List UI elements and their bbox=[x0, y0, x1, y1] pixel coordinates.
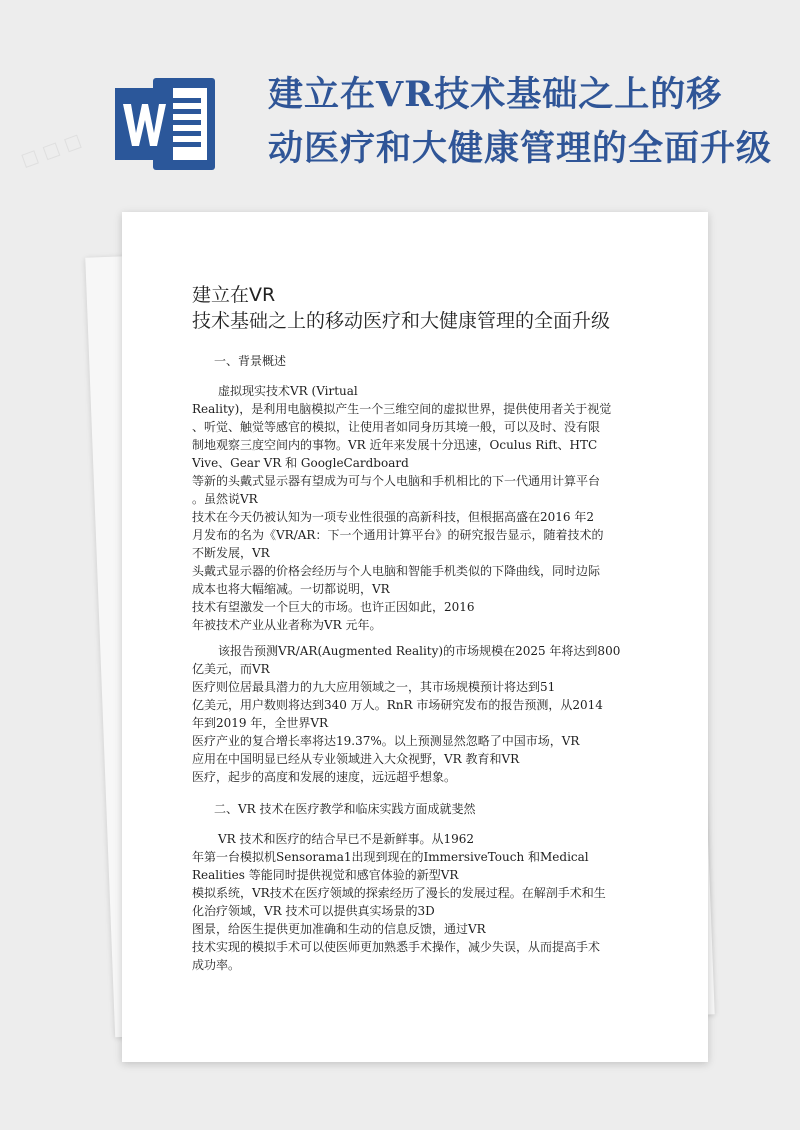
header-title-line: 建立在VR技术基础之上的移 bbox=[268, 74, 723, 115]
paragraph-line: Realities 等能同时提供视觉和感官体验的新型VR bbox=[192, 868, 459, 882]
paragraph-line: 年被技术产业从业者称为VR 元年。 bbox=[192, 618, 382, 632]
header-title-line: 动医疗和大健康管理的全面升级 bbox=[268, 128, 773, 169]
paragraph-line: 医疗产业的复合增长率将达19.37%。以上预测显然忽略了中国市场，VR bbox=[192, 734, 580, 748]
paragraph-line: Reality)，是利用电脑模拟产生一个三维空间的虚拟世界，提供使用者关于视觉 bbox=[192, 402, 612, 416]
paragraph-line: 成本也将大幅缩减。一切都说明，VR bbox=[192, 582, 390, 596]
section-heading: 一、背景概述 bbox=[214, 354, 287, 368]
document-title-line: 技术基础之上的移动医疗和大健康管理的全面升级 bbox=[192, 310, 611, 332]
paragraph-line: 技术有望激发一个巨大的市场。也许正因如此，2016 bbox=[192, 600, 475, 614]
paragraph-line: 年到2019 年，全世界VR bbox=[192, 716, 329, 730]
paragraph-line: 化治疗领域，VR 技术可以提供真实场景的3D bbox=[192, 904, 435, 918]
paragraph-line: 。虽然说VR bbox=[192, 492, 258, 506]
paragraph bbox=[192, 830, 692, 974]
document-body bbox=[192, 352, 692, 988]
paragraph-line: 技术实现的模拟手术可以使医师更加熟悉手术操作，减少失误，从而提高手术 bbox=[192, 940, 601, 954]
paragraph-line: 头戴式显示器的价格会经历与个人电脑和智能手机类似的下降曲线，同时边际 bbox=[192, 564, 601, 578]
paragraph-line: 亿美元，而VR bbox=[192, 662, 270, 676]
paragraph-line: 技术在今天仍被认知为一项专业性很强的高新科技，但根据高盛在2016 年2 bbox=[192, 510, 594, 524]
header-title bbox=[268, 68, 788, 176]
paragraph-line: 医疗则位居最具潜力的九大应用领域之一，其市场规模预计将达到51 bbox=[192, 680, 556, 694]
paragraph bbox=[192, 642, 692, 786]
document-title-line: 建立在VR bbox=[192, 284, 276, 306]
paragraph-line: 虚拟现实技术VR (Virtual bbox=[218, 384, 358, 398]
watermark: □ □ □ bbox=[18, 129, 85, 172]
paragraph-line: 、听觉、触觉等感官的模拟，让使用者如同身历其境一般，可以及时、没有限 bbox=[192, 420, 601, 434]
section-gap bbox=[192, 982, 692, 988]
section-heading: 二、VR 技术在医疗教学和临床实践方面成就斐然 bbox=[214, 802, 476, 816]
paragraph-line: 图景，给医生提供更加准确和生动的信息反馈，通过VR bbox=[192, 922, 486, 936]
paragraph-line: 年第一台模拟机Sensorama1出现到现在的ImmersiveTouch 和Medical bbox=[192, 850, 589, 864]
document-page bbox=[122, 212, 708, 1062]
paragraph bbox=[192, 382, 692, 634]
paragraph-line: 成功率。 bbox=[192, 958, 241, 972]
paragraph-line: 等新的头戴式显示器有望成为可与个人电脑和手机相比的下一代通用计算平台 bbox=[192, 474, 601, 488]
paragraph-line: 模拟系统，VR技术在医疗领域的探索经历了漫长的发展过程。在解剖手术和生 bbox=[192, 886, 606, 900]
document-title bbox=[192, 282, 692, 334]
paragraph-line: 应用在中国明显已经从专业领域进入大众视野，VR 教育和VR bbox=[192, 752, 520, 766]
paragraph-line: 亿美元，用户数则将达到340 万人。RnR 市场研究发布的报告预测，从2014 bbox=[192, 698, 603, 712]
paragraph-line: 不断发展，VR bbox=[192, 546, 270, 560]
paragraph-line: 医疗，起步的高度和发展的速度，远远超乎想象。 bbox=[192, 770, 457, 784]
paragraph-line: 月发布的名为《VR/AR：下一个通用计算平台》的研究报告显示，随着技术的 bbox=[192, 528, 604, 542]
paragraph-line: 制地观察三度空间内的事物。VR 近年来发展十分迅速，Oculus Rift、HTC bbox=[192, 438, 598, 452]
word-document-icon bbox=[115, 78, 215, 170]
paragraph-line: VR 技术和医疗的结合早已不是新鲜事。从1962 bbox=[218, 832, 475, 846]
paragraph-line: 该报告预测VR/AR(Augmented Reality)的市场规模在2025 年将达到800 bbox=[218, 644, 621, 658]
banner bbox=[0, 0, 800, 200]
paragraph-line: Vive、Gear VR 和 GoogleCardboard bbox=[192, 456, 409, 470]
